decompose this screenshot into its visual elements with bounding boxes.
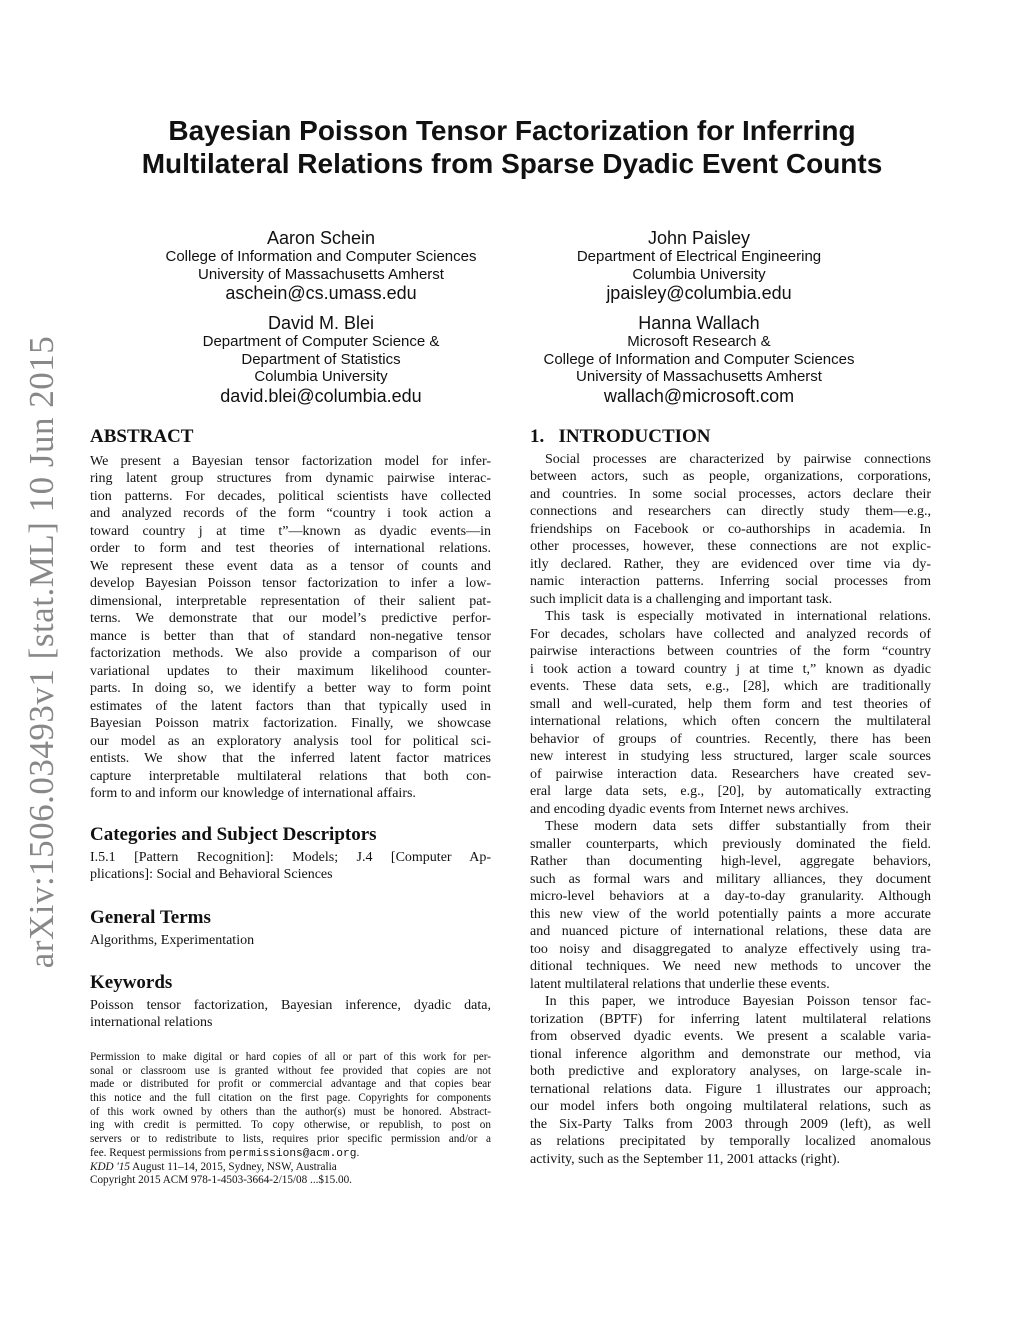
conference-info	[90, 1161, 491, 1175]
author-affiliation: University of Massachusetts Amherst	[576, 368, 822, 385]
text-line: too noisy and disaggregated to analyze effectively using tra-	[530, 941, 931, 957]
general-terms-section	[90, 909, 491, 949]
text-line: friendships on Facebook or co-authorships in academia. In	[530, 521, 931, 537]
text-line: mance is better than that of standard non-negative tensor	[90, 628, 491, 644]
text-line: and encoding dyadic events from Internet news archives.	[530, 801, 849, 817]
author-name: Hanna Wallach	[638, 313, 760, 333]
text-line: smaller counterparts, which previously dominated the field.	[530, 836, 931, 852]
text-line: This task is especially motivated in international relations.	[545, 609, 931, 624]
text-line: and analyzed records of the form “country i took action a	[90, 506, 491, 521]
text-line: develop Bayesian Poisson tensor factorization to infer a low-	[90, 576, 491, 591]
text-line: other processes, however, these connections are not explic-	[530, 539, 931, 554]
author-affiliation: University of Massachusetts Amherst	[198, 265, 444, 283]
text-line: servers or to redistribute to lists, requires prior specific permission and/or a	[90, 1133, 491, 1146]
general-terms-body	[90, 932, 491, 950]
arxiv-stamp: arXiv:1506.03493v1 [stat.ML] 10 Jun 2015	[22, 335, 61, 969]
abstract-section	[90, 428, 491, 803]
text-line: tional inference algorithm and demonstrate our method, via	[530, 1046, 931, 1062]
text-line: both predictive and exploratory analyses, on large-scale in-	[530, 1064, 931, 1079]
introduction-body	[530, 451, 931, 1169]
text-line: For decades, scholars have collected and analyzed records of	[530, 626, 931, 642]
categories-section	[90, 826, 491, 884]
author-name: John Paisley	[647, 228, 751, 248]
text-line: ring latent group structures from dynamic pairwise interac-	[90, 471, 491, 486]
author-block	[479, 313, 919, 406]
request-suffix: .	[356, 1146, 360, 1159]
author-block	[101, 228, 541, 303]
permissions-email: permissions@acm.org	[228, 1147, 357, 1160]
paragraph	[530, 608, 931, 818]
text-line: dimensional, interpretable representation of their salient pat-	[90, 593, 491, 609]
text-line: terns. We demonstrate that our model’s predictive perfor-	[90, 611, 491, 626]
title-line: Multilateral Relations from Sparse Dyadic Event Counts	[141, 148, 883, 179]
text-line: Algorithms, Experimentation	[90, 932, 255, 948]
text-line: latent multilateral relations that underlie these events.	[530, 976, 830, 992]
author-affiliation: Department of Statistics	[241, 350, 401, 368]
author-email: jpaisley@columbia.edu	[606, 283, 792, 303]
keywords-section	[90, 974, 491, 1032]
general-terms-heading: General Terms	[90, 907, 211, 928]
author-email: david.blei@columbia.edu	[220, 385, 422, 406]
text-line: In this paper, we introduce Bayesian Poisson tensor fac-	[545, 994, 931, 1009]
text-line: of this work owned by others than the author(s) must be honored. Abstract-	[90, 1105, 491, 1118]
text-line: micro-level behaviors at a day-to-day granularity. Although	[530, 889, 931, 904]
conference-name: KDD '15	[90, 1160, 130, 1173]
text-line: ing with credit is permitted. To copy otherwise, or republish, to post on	[90, 1119, 491, 1132]
request-text: fee. Request permissions from	[90, 1146, 229, 1159]
introduction-section	[530, 428, 931, 1168]
text-line: entists. We show that the inferred latent factor matrices	[90, 751, 491, 766]
paper-title	[0, 114, 1024, 180]
author-affiliation: Department of Computer Science &	[202, 333, 440, 350]
text-line: Bayesian Poisson matrix factorization. Finally, we showcase	[90, 716, 491, 731]
permission-notice	[90, 1051, 491, 1188]
text-line: capture interpretable multilateral relations that both con-	[90, 768, 491, 784]
text-line: as relations precipitated by temporally localized anomalous	[530, 1134, 931, 1149]
text-line: Poisson tensor factorization, Bayesian inference, dyadic data,	[90, 997, 491, 1013]
text-line: Rather than documenting high-level, aggregate behaviors,	[530, 854, 931, 869]
text-line: torization (BPTF) for inferring latent multilateral relations	[530, 1011, 931, 1027]
text-line: i took action a toward country j at time t,” known as dyadic	[530, 661, 931, 677]
author-block	[101, 313, 541, 406]
paragraph	[530, 818, 931, 993]
abstract-body	[90, 453, 491, 803]
categories-body	[90, 849, 491, 884]
text-line: Social processes are characterized by pairwise connections	[545, 451, 931, 467]
text-line: new interest in studying less structured, larger scale sources	[530, 749, 931, 764]
keywords-body	[90, 997, 491, 1032]
text-line: plications]: Social and Behavioral Sciences	[90, 867, 333, 882]
text-line: such as formal wars and military alliances, they document	[530, 871, 931, 887]
author-block	[479, 228, 919, 303]
author-name: Aaron Schein	[266, 228, 376, 248]
text-line: the Six-Party Talks from 2003 through 2009 (left), as well	[530, 1116, 931, 1132]
permission-text	[90, 1051, 491, 1147]
text-line: between actors, such as people, organizations, corporations,	[530, 469, 931, 484]
author-name: David M. Blei	[267, 313, 375, 333]
text-line: estimates of the latent factors than that typically used in	[90, 698, 491, 714]
text-line: variational updates to their maximum likelihood counter-	[90, 663, 491, 679]
text-line: factorization methods. We also provide a comparison of our	[90, 646, 491, 661]
text-line: I.5.1 [Pattern Recognition]: Models; J.4 [Computer Ap-	[90, 849, 491, 865]
conference-details: August 11–14, 2015, Sydney, NSW, Australia	[130, 1160, 337, 1173]
text-line: namic interaction patterns. Inferring social processes from	[530, 574, 931, 589]
text-line: activity, such as the September 11, 2001 attacks (right).	[530, 1151, 840, 1167]
copyright-line: Copyright 2015 ACM 978-1-4503-3664-2/15/08 ...$15.00.	[90, 1174, 352, 1187]
text-line: and nuanced picture of international relations, these data are	[530, 924, 931, 939]
author-affiliation: Columbia University	[254, 368, 388, 385]
text-line: small and well-curated, help them form and test theories of	[530, 696, 931, 712]
author-affiliation: Columbia University	[632, 265, 766, 283]
text-line: These modern data sets differ substantially from their	[545, 819, 931, 834]
text-line: ditional techniques. We need new methods to uncover the	[530, 959, 931, 974]
keywords-heading: Keywords	[90, 972, 173, 993]
text-line: toward country j at time t”—known as dyadic events—in	[90, 523, 491, 539]
title-line: Bayesian Poisson Tensor Factorization for Inferring	[168, 115, 856, 146]
author-email: aschein@cs.umass.edu	[225, 283, 417, 303]
author-email: wallach@microsoft.com	[603, 385, 795, 406]
text-line: itly declared. Rather, they are evidenced over time via dy-	[530, 556, 931, 572]
text-line: sonal or classroom use is granted without fee provided that copies are not	[90, 1064, 491, 1077]
text-line: Permission to make digital or hard copies of all or part of this work for per-	[90, 1051, 491, 1063]
text-line: tion patterns. For decades, political scientists have collected	[90, 488, 491, 504]
text-line: order to form and test theories of international relations.	[90, 541, 491, 556]
text-line: our model as an exploratory analysis tool for political sci-	[90, 733, 491, 749]
text-line: form to and inform our knowledge of international affairs.	[90, 786, 416, 801]
permission-request	[90, 1147, 491, 1161]
text-line: pairwise interactions between countries of the form “country	[530, 644, 931, 659]
text-line: such implicit data is a challenging and important task.	[530, 591, 833, 607]
text-line: parts. In doing so, we identify a better way to form point	[90, 681, 491, 696]
text-line: eral large data sets, e.g., [20], by automatically extracting	[530, 784, 931, 799]
text-line: We represent these event data as a tensor of counts and	[90, 558, 491, 574]
text-line: from observed dyadic events. We present a scalable varia-	[530, 1029, 931, 1044]
text-line: this new view of the world potentially paints a more accurate	[530, 906, 931, 922]
introduction-heading: 1. INTRODUCTION	[530, 426, 711, 447]
text-line: events. These data sets, e.g., [28], which are traditionally	[530, 679, 931, 694]
categories-heading: Categories and Subject Descriptors	[90, 824, 377, 845]
text-line: international relations	[90, 1015, 213, 1030]
author-affiliation: College of Information and Computer Sciences	[165, 248, 477, 265]
text-line: this notice and the full citation on the first page. Copyrights for components	[90, 1092, 491, 1105]
text-line: international relations, which often concern the multilateral	[530, 714, 931, 729]
paragraph	[530, 451, 931, 609]
abstract-heading: ABSTRACT	[90, 426, 194, 447]
text-line: behavior of groups of countries. Recently, there has been	[530, 731, 931, 747]
paragraph	[530, 993, 931, 1168]
text-line: connections and researchers can directly study them—e.g.,	[530, 504, 931, 519]
author-affiliation: Department of Electrical Engineering	[576, 248, 822, 265]
text-line: made or distributed for profit or commercial advantage and that copies bear	[90, 1078, 491, 1091]
text-line: and countries. In some social processes, actors declare their	[530, 486, 931, 502]
author-affiliation: College of Information and Computer Sciences	[543, 350, 855, 368]
author-affiliation: Microsoft Research &	[627, 333, 771, 350]
text-line: of pairwise interaction data. Researchers have created sev-	[530, 766, 931, 782]
text-line: ternational relations data. Figure 1 illustrates our approach;	[530, 1081, 931, 1097]
text-line: We present a Bayesian tensor factorization model for infer-	[90, 453, 491, 469]
text-line: our model infers both ongoing multilateral relations, such as	[530, 1099, 931, 1114]
